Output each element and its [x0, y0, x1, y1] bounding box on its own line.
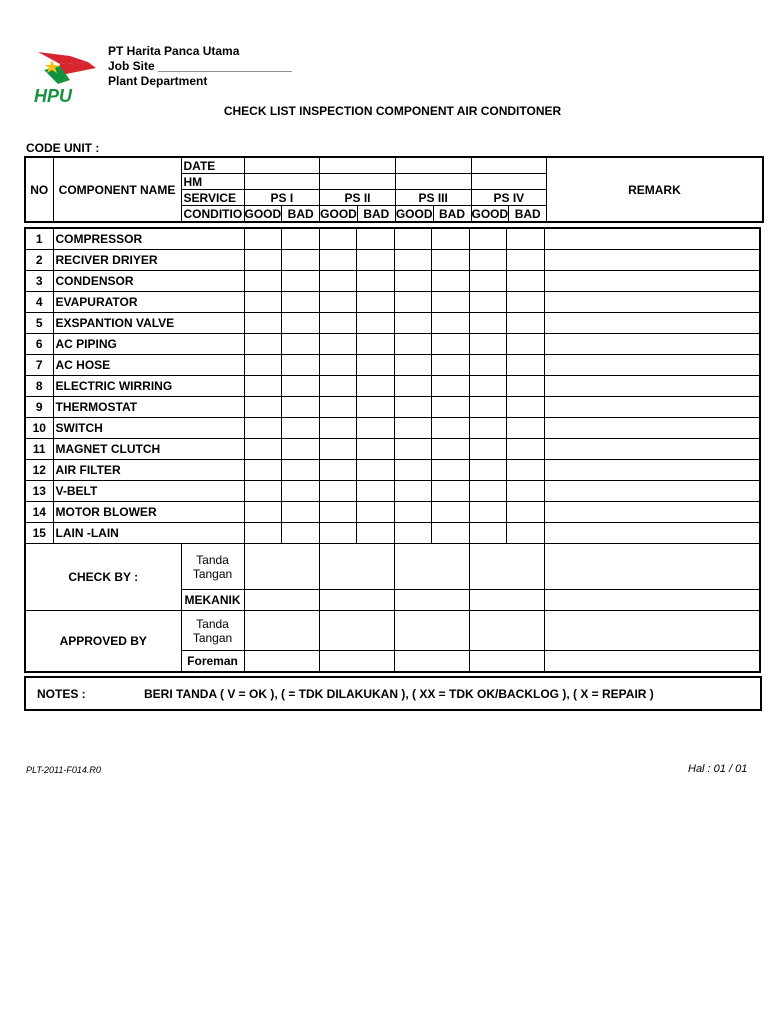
bad-header: BAD — [509, 206, 547, 223]
row-number: 14 — [25, 502, 53, 523]
remark-cell[interactable] — [544, 439, 760, 460]
ps1-bad-cell[interactable] — [281, 418, 319, 439]
ps2-good-cell[interactable] — [319, 313, 356, 334]
remark-header: REMARK — [547, 157, 763, 222]
ps2-good-cell[interactable] — [319, 334, 356, 355]
component-name: SWITCH — [53, 418, 244, 439]
component-name: MAGNET CLUTCH — [53, 439, 244, 460]
ps2-good-cell[interactable] — [319, 355, 356, 376]
ps2-good-cell[interactable] — [319, 523, 356, 544]
date-cell-ps2[interactable] — [320, 157, 396, 174]
ps2-good-cell[interactable] — [319, 397, 356, 418]
component-name: THERMOSTAT — [53, 397, 244, 418]
ps3-good-cell[interactable] — [394, 439, 431, 460]
ps2-good-cell[interactable] — [319, 439, 356, 460]
row-number: 11 — [25, 439, 53, 460]
ps3-good-cell[interactable] — [394, 228, 431, 250]
foreman-name-ps4[interactable] — [469, 651, 544, 673]
hm-cell-ps1[interactable] — [244, 174, 320, 190]
ps3-bad-cell[interactable] — [431, 292, 469, 313]
ps1-bad-cell[interactable] — [281, 460, 319, 481]
ps1-bad-cell[interactable] — [281, 481, 319, 502]
ps3-good-cell[interactable] — [394, 481, 431, 502]
ps4-bad-cell[interactable] — [506, 292, 544, 313]
ps1-bad-cell[interactable] — [281, 292, 319, 313]
component-name: COMPRESSOR — [53, 228, 244, 250]
component-rows — [25, 228, 760, 544]
ps1-good-cell[interactable] — [244, 418, 281, 439]
ps2-bad-cell[interactable] — [356, 228, 394, 250]
ps2-bad-cell[interactable] — [356, 313, 394, 334]
ps4-good-cell[interactable] — [469, 313, 506, 334]
ps4-bad-cell[interactable] — [506, 313, 544, 334]
page-number: Hal : 01 / 01 — [688, 763, 748, 775]
ps4-good-cell[interactable] — [469, 418, 506, 439]
ps4-bad-cell[interactable] — [506, 523, 544, 544]
ps1-good-cell[interactable] — [244, 481, 281, 502]
remark-cell[interactable] — [544, 355, 760, 376]
ps2-bad-cell[interactable] — [356, 271, 394, 292]
ps1-bad-cell[interactable] — [281, 250, 319, 271]
form-code: PLT-2011-F014.R0 — [26, 765, 101, 775]
ps1-bad-cell[interactable] — [281, 523, 319, 544]
ps4-good-cell[interactable] — [469, 355, 506, 376]
ps2-bad-cell[interactable] — [356, 397, 394, 418]
date-cell-ps1[interactable] — [244, 157, 320, 174]
ps3-good-cell[interactable] — [394, 376, 431, 397]
ps1-good-cell[interactable] — [244, 292, 281, 313]
department: Plant Department — [108, 74, 208, 88]
ps4-good-cell[interactable] — [469, 292, 506, 313]
ps2-good-cell[interactable] — [319, 228, 356, 250]
ps1-bad-cell[interactable] — [281, 313, 319, 334]
approve-sign-remark[interactable] — [544, 611, 760, 651]
ps2-bad-cell[interactable] — [356, 523, 394, 544]
foreman-label: Foreman — [181, 651, 244, 673]
ps4-good-cell[interactable] — [469, 523, 506, 544]
checklist-body-table — [24, 227, 761, 673]
ps4-good-cell[interactable] — [469, 460, 506, 481]
tanda-tangan-label — [181, 611, 244, 651]
ps1-bad-cell[interactable] — [281, 271, 319, 292]
ps3-good-cell[interactable] — [394, 334, 431, 355]
ps1-good-cell[interactable] — [244, 502, 281, 523]
check-sign-ps4[interactable] — [469, 544, 544, 590]
ps4-good-cell[interactable] — [469, 397, 506, 418]
component-name: AIR FILTER — [53, 460, 244, 481]
ps4-good-cell[interactable] — [469, 228, 506, 250]
condition-label: CONDITIO — [181, 206, 244, 223]
ps3-header: PS III — [395, 190, 471, 206]
row-number: 3 — [25, 271, 53, 292]
remark-cell[interactable] — [544, 418, 760, 439]
mekanik-name-ps1[interactable] — [244, 590, 319, 611]
ps4-bad-cell[interactable] — [506, 250, 544, 271]
ps3-bad-cell[interactable] — [431, 502, 469, 523]
ps2-bad-cell[interactable] — [356, 439, 394, 460]
ps3-bad-cell[interactable] — [431, 397, 469, 418]
ps1-good-cell[interactable] — [244, 355, 281, 376]
hm-cell-ps4[interactable] — [471, 174, 547, 190]
ps4-bad-cell[interactable] — [506, 355, 544, 376]
ps1-good-cell[interactable] — [244, 439, 281, 460]
ps2-good-cell[interactable] — [319, 502, 356, 523]
ps3-good-cell[interactable] — [394, 418, 431, 439]
ps4-bad-cell[interactable] — [506, 271, 544, 292]
tanda-text: Tanda — [196, 616, 229, 631]
document-title: CHECK LIST INSPECTION COMPONENT AIR CONDITONER — [223, 104, 562, 118]
good-header: GOOD — [244, 206, 282, 221]
remark-cell[interactable] — [544, 228, 760, 250]
ps3-good-cell[interactable] — [394, 523, 431, 544]
ps1-good-cell[interactable] — [244, 460, 281, 481]
ps1-bad-cell[interactable] — [281, 228, 319, 250]
ps2-good-cell[interactable] — [319, 292, 356, 313]
table-row — [25, 250, 760, 271]
notes-text: BERI TANDA ( V = OK ), ( = TDK DILAKUKAN ), ( XX = TDK OK/BACKLOG ), ( X = REPAIR ) — [144, 687, 654, 701]
ps3-bad-cell[interactable] — [431, 481, 469, 502]
service-label: SERVICE — [181, 190, 244, 206]
hm-cell-ps3[interactable] — [395, 174, 471, 190]
mekanik-name-remark[interactable] — [544, 590, 760, 611]
check-sign-ps3[interactable] — [394, 544, 469, 590]
bad-header: BAD — [282, 206, 320, 223]
component-name: CONDENSOR — [53, 271, 244, 292]
ps4-bad-cell[interactable] — [506, 228, 544, 250]
ps1-bad-cell[interactable] — [281, 334, 319, 355]
ps1-good-cell[interactable] — [244, 397, 281, 418]
ps2-header: PS II — [320, 190, 396, 206]
row-number: 1 — [25, 228, 53, 250]
mekanik-name-ps3[interactable] — [394, 590, 469, 611]
foreman-name-ps3[interactable] — [394, 651, 469, 673]
ps2-good-cell[interactable] — [319, 481, 356, 502]
ps3-bad-cell[interactable] — [431, 439, 469, 460]
row-number: 12 — [25, 460, 53, 481]
component-name: RECIVER DRIYER — [53, 250, 244, 271]
ps1-header: PS I — [244, 190, 320, 206]
ps4-bad-cell[interactable] — [506, 439, 544, 460]
bad-header: BAD — [433, 206, 471, 223]
tangan-text: Tangan — [192, 566, 233, 581]
row-number: 2 — [25, 250, 53, 271]
signature-section — [25, 544, 760, 673]
ps1-good-cell[interactable] — [244, 228, 281, 250]
row-number: 8 — [25, 376, 53, 397]
approve-sign-ps2[interactable] — [319, 611, 394, 651]
ps4-good-cell[interactable] — [469, 481, 506, 502]
company-info — [108, 44, 292, 89]
ps4-bad-cell[interactable] — [506, 460, 544, 481]
hm-label: HM — [181, 174, 244, 190]
ps3-bad-cell[interactable] — [431, 376, 469, 397]
ps3-good-cell[interactable] — [394, 313, 431, 334]
check-sign-ps1[interactable] — [244, 544, 319, 590]
approve-sign-ps3[interactable] — [394, 611, 469, 651]
foreman-name-remark[interactable] — [544, 651, 760, 673]
table-row — [25, 292, 760, 313]
mekanik-label: MEKANIK — [181, 590, 244, 611]
ps4-good-cell[interactable] — [469, 376, 506, 397]
ps3-bad-cell[interactable] — [431, 523, 469, 544]
ps4-bad-cell[interactable] — [506, 481, 544, 502]
remark-cell[interactable] — [544, 502, 760, 523]
component-name: LAIN -LAIN — [53, 523, 244, 544]
ps1-bad-cell[interactable] — [281, 355, 319, 376]
table-row — [25, 355, 760, 376]
tanda-tangan-label — [181, 544, 244, 590]
ps4-header: PS IV — [471, 190, 547, 206]
ps1-bad-cell[interactable] — [281, 502, 319, 523]
ps3-good-cell[interactable] — [394, 355, 431, 376]
component-name: EVAPURATOR — [53, 292, 244, 313]
table-row — [25, 460, 760, 481]
mekanik-name-ps2[interactable] — [319, 590, 394, 611]
tanda-text: Tanda — [196, 552, 229, 567]
date-label: DATE — [181, 157, 244, 174]
ps4-bad-cell[interactable] — [506, 502, 544, 523]
bad-header: BAD — [357, 206, 395, 223]
check-by-label: CHECK BY : — [25, 544, 181, 611]
ps3-good-cell[interactable] — [394, 271, 431, 292]
ps1-bad-cell[interactable] — [281, 439, 319, 460]
hm-cell-ps2[interactable] — [320, 174, 396, 190]
ps1-good-cell[interactable] — [244, 376, 281, 397]
ps3-good-cell[interactable] — [394, 397, 431, 418]
date-cell-ps4[interactable] — [471, 157, 547, 174]
ps2-good-cell[interactable] — [319, 271, 356, 292]
mekanik-name-ps4[interactable] — [469, 590, 544, 611]
date-cell-ps3[interactable] — [395, 157, 471, 174]
code-unit-label: CODE UNIT : — [26, 141, 100, 155]
ps2-bad-cell[interactable] — [356, 460, 394, 481]
table-row — [25, 523, 760, 544]
table-row — [25, 397, 760, 418]
ps4-bad-cell[interactable] — [506, 334, 544, 355]
component-name: AC HOSE — [53, 355, 244, 376]
good-header: GOOD — [395, 206, 433, 221]
component-name: ELECTRIC WIRRING — [53, 376, 244, 397]
ps2-good-cell[interactable] — [319, 376, 356, 397]
ps2-good-cell[interactable] — [319, 250, 356, 271]
ps4-good-cell[interactable] — [469, 334, 506, 355]
row-number: 5 — [25, 313, 53, 334]
ps4-bad-cell[interactable] — [506, 397, 544, 418]
checklist-header-table — [24, 156, 764, 223]
row-number: 10 — [25, 418, 53, 439]
ps4-bad-cell[interactable] — [506, 376, 544, 397]
ps4-bad-cell[interactable] — [506, 418, 544, 439]
tangan-text: Tangan — [192, 630, 233, 645]
ps3-bad-cell[interactable] — [431, 418, 469, 439]
ps3-good-cell[interactable] — [394, 460, 431, 481]
ps1-good-cell[interactable] — [244, 250, 281, 271]
ps3-bad-cell[interactable] — [431, 460, 469, 481]
remark-cell[interactable] — [544, 292, 760, 313]
table-row — [25, 439, 760, 460]
ps3-good-cell[interactable] — [394, 502, 431, 523]
remark-cell[interactable] — [544, 313, 760, 334]
ps4-good-cell[interactable] — [469, 502, 506, 523]
notes-label: NOTES : — [37, 687, 86, 701]
remark-cell[interactable] — [544, 376, 760, 397]
row-number: 7 — [25, 355, 53, 376]
row-number: 6 — [25, 334, 53, 355]
row-number: 4 — [25, 292, 53, 313]
check-sign-ps2[interactable] — [319, 544, 394, 590]
ps3-good-cell[interactable] — [394, 292, 431, 313]
ps1-good-cell[interactable] — [244, 334, 281, 355]
ps2-bad-cell[interactable] — [356, 481, 394, 502]
check-sign-remark[interactable] — [544, 544, 760, 590]
company-logo — [30, 46, 100, 110]
foreman-name-ps1[interactable] — [244, 651, 319, 673]
good-header: GOOD — [320, 206, 357, 221]
foreman-name-ps2[interactable] — [319, 651, 394, 673]
component-name: AC PIPING — [53, 334, 244, 355]
ps3-bad-cell[interactable] — [431, 355, 469, 376]
notes-box — [24, 676, 762, 711]
ps2-bad-cell[interactable] — [356, 502, 394, 523]
remark-cell[interactable] — [544, 334, 760, 355]
ps2-good-cell[interactable] — [319, 460, 356, 481]
company-name: PT Harita Panca Utama — [108, 44, 240, 58]
table-row — [25, 313, 760, 334]
logo-text: HPU — [34, 86, 73, 106]
component-name: V-BELT — [53, 481, 244, 502]
table-row — [25, 376, 760, 397]
approve-sign-ps1[interactable] — [244, 611, 319, 651]
ps3-good-cell[interactable] — [394, 250, 431, 271]
row-number: 9 — [25, 397, 53, 418]
remark-cell[interactable] — [544, 460, 760, 481]
component-name: MOTOR BLOWER — [53, 502, 244, 523]
ps2-bad-cell[interactable] — [356, 334, 394, 355]
remark-cell[interactable] — [544, 481, 760, 502]
table-row — [25, 418, 760, 439]
ps3-bad-cell[interactable] — [431, 228, 469, 250]
ps2-bad-cell[interactable] — [356, 376, 394, 397]
good-header: GOOD — [471, 206, 509, 221]
ps2-good-cell[interactable] — [319, 418, 356, 439]
ps3-bad-cell[interactable] — [431, 313, 469, 334]
ps1-good-cell[interactable] — [244, 271, 281, 292]
ps1-good-cell[interactable] — [244, 313, 281, 334]
ps2-bad-cell[interactable] — [356, 418, 394, 439]
table-row — [25, 271, 760, 292]
ps4-good-cell[interactable] — [469, 250, 506, 271]
table-row — [25, 334, 760, 355]
ps1-bad-cell[interactable] — [281, 397, 319, 418]
table-row — [25, 481, 760, 502]
ps1-good-cell[interactable] — [244, 523, 281, 544]
ps2-bad-cell[interactable] — [356, 292, 394, 313]
ps4-good-cell[interactable] — [469, 271, 506, 292]
ps4-good-cell[interactable] — [469, 439, 506, 460]
row-number: 13 — [25, 481, 53, 502]
ps2-bad-cell[interactable] — [356, 250, 394, 271]
job-site: Job Site ____________________ — [108, 59, 292, 73]
remark-cell[interactable] — [544, 397, 760, 418]
row-number: 15 — [25, 523, 53, 544]
remark-cell[interactable] — [544, 523, 760, 544]
remark-cell[interactable] — [544, 250, 760, 271]
ps2-bad-cell[interactable] — [356, 355, 394, 376]
component-header: COMPONENT NAME — [53, 157, 181, 222]
ps3-bad-cell[interactable] — [431, 250, 469, 271]
component-name: EXSPANTION VALVE — [53, 313, 244, 334]
approved-by-label: APPROVED BY — [25, 611, 181, 673]
approve-sign-ps4[interactable] — [469, 611, 544, 651]
remark-cell[interactable] — [544, 271, 760, 292]
table-row — [25, 502, 760, 523]
ps3-bad-cell[interactable] — [431, 271, 469, 292]
no-header: NO — [25, 157, 53, 222]
ps3-bad-cell[interactable] — [431, 334, 469, 355]
table-row — [25, 228, 760, 250]
ps1-bad-cell[interactable] — [281, 376, 319, 397]
